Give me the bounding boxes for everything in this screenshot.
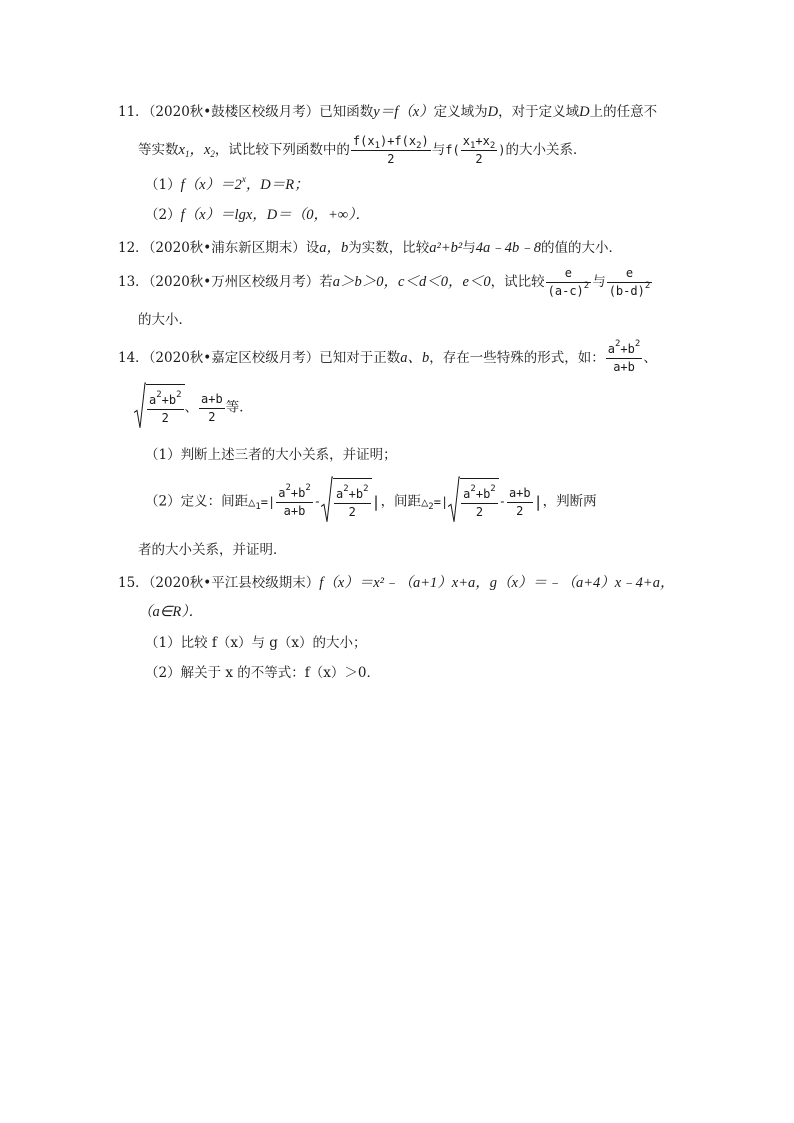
math-expr: ＝f（x） bbox=[379, 104, 434, 120]
fraction-sum-squares-over-sum: $\frac{a^2+b^2}{a+b}$ bbox=[607, 339, 641, 374]
problem-14-line-2: $\frac{a^2+b^2}{2}$ 、 $\frac{a+b}{2}$ 等． bbox=[134, 384, 253, 432]
problem-15-part-1: （1）比较 f（x）与 g（x）的大小； bbox=[145, 635, 367, 651]
problem-14-part-1: （1）判断上述三者的大小关系，并证明； bbox=[145, 447, 397, 463]
math-expr: ) bbox=[498, 143, 506, 157]
radical-sign bbox=[448, 476, 460, 524]
problem-14-part-2-cont: 者的大小关系，并证明． bbox=[138, 542, 287, 558]
problem-text: ，试比较下列函数中的 bbox=[214, 142, 350, 158]
fraction-mean-of-x: $\frac{x_1+x_2}{2}$ bbox=[462, 134, 496, 166]
problem-text: 上的任意不 bbox=[589, 104, 658, 120]
problem-source: （2020秋•平江县校级期末） bbox=[148, 575, 320, 591]
problem-number: 15． bbox=[118, 575, 149, 591]
math-var: D bbox=[579, 104, 590, 120]
sqrt-mean-square: $\frac{a^2+b^2}{2}$ bbox=[321, 478, 372, 526]
problem-11-part-1: $(1)f(x)=2^x$，D＝R； bbox=[145, 174, 309, 193]
problem-number: 13． bbox=[118, 274, 149, 290]
problem-12: 12．（2020秋•浦东新区期末）设a，b为实数，比较a²+b²与4a﹣4b﹣8的值的大小． bbox=[118, 240, 622, 256]
problem-source: （2020秋•万州区校级月考） bbox=[148, 274, 320, 290]
problem-number: 12． bbox=[118, 240, 149, 256]
problem-text: 等实数 bbox=[138, 142, 179, 158]
radical-sign bbox=[134, 382, 146, 430]
problem-13-line-2: 的大小． bbox=[138, 312, 192, 328]
problem-source: （2020秋•鼓楼区校级月考） bbox=[148, 104, 320, 120]
problem-text: 已知函数 bbox=[319, 104, 374, 120]
problem-text: ，对于定义域 bbox=[498, 104, 580, 120]
problem-11-line-1 bbox=[118, 103, 657, 121]
problem-15-domain: （a∈R）． bbox=[138, 604, 203, 620]
math-expr: f( bbox=[445, 143, 460, 157]
problem-15-line-1: 15．（2020秋•平江县校级期末）f（x）＝x²﹣（a+1）x+a，g（x）＝﹣（a+4）x﹣4+a， bbox=[118, 575, 675, 591]
delta-2: $\triangle_2=|$ bbox=[421, 494, 449, 512]
delta-1: $\triangle_1=|$ bbox=[248, 494, 276, 512]
problem-source: （2020秋•嘉定区校级月考） bbox=[148, 350, 320, 366]
problem-number: 14． bbox=[118, 350, 149, 366]
problem-15-part-2: （2）解关于 x 的不等式：f（x）＞0． bbox=[145, 665, 380, 681]
problem-14-line-1: 14．（2020秋•嘉定区校级月考）已知对于正数a、b，存在一些特殊的形式，如： $\frac{a^2+b^2}{a+b}$ 、 bbox=[118, 339, 657, 374]
math-var: $x_1$，$x_2$ bbox=[178, 142, 215, 159]
sqrt-mean-square: $\frac{a^2+b^2}{2}$ bbox=[134, 384, 185, 432]
problem-11-part-2: （2）f（x）＝lgx，D＝（0，+∞）． bbox=[145, 207, 370, 223]
fraction-mean-of-f: $\frac{f(x_1)+f(x_2)}{2}$ bbox=[352, 134, 429, 166]
problem-11-line-2 bbox=[138, 132, 587, 168]
problem-13-line-1: 13．（2020秋•万州区校级月考）若a＞b＞0，c＜d＜0，e＜0，试比较 $\frac{e}{(a-c)^2}$ 与 $\frac{e}{(b-d)^2}$ bbox=[118, 266, 651, 298]
problem-text: 与 bbox=[431, 142, 446, 158]
math-var: y bbox=[373, 104, 380, 120]
sqrt-mean-square: $\frac{a^2+b^2}{2}$ bbox=[448, 478, 499, 526]
radical-sign bbox=[321, 476, 333, 524]
fraction-e-over-a-minus-c-squared: $\frac{e}{(a-c)^2}$ bbox=[547, 266, 590, 298]
problem-number: 11． bbox=[118, 104, 149, 120]
fraction-e-over-b-minus-d-squared: $\frac{e}{(b-d)^2}$ bbox=[608, 266, 651, 298]
problem-text: 的大小关系． bbox=[505, 142, 587, 158]
fraction-arithmetic-mean: $\frac{a+b}{2}$ bbox=[201, 391, 223, 424]
problem-text: 定义域为 bbox=[433, 104, 488, 120]
math-var: D bbox=[487, 104, 499, 120]
problem-14-part-2: （2）定义：间距$\triangle_1=|$ $\frac{a^2+b^2}{a+b}$ - $\frac{a^2+b^2}{2}$ |，间距$\triangle_2=|$ $\frac{a^2+b^2}{2}$ - $\frac{a+b}{2}$ |，判断两 bbox=[145, 478, 597, 526]
problem-source: （2020秋•浦东新区期末） bbox=[148, 240, 306, 256]
